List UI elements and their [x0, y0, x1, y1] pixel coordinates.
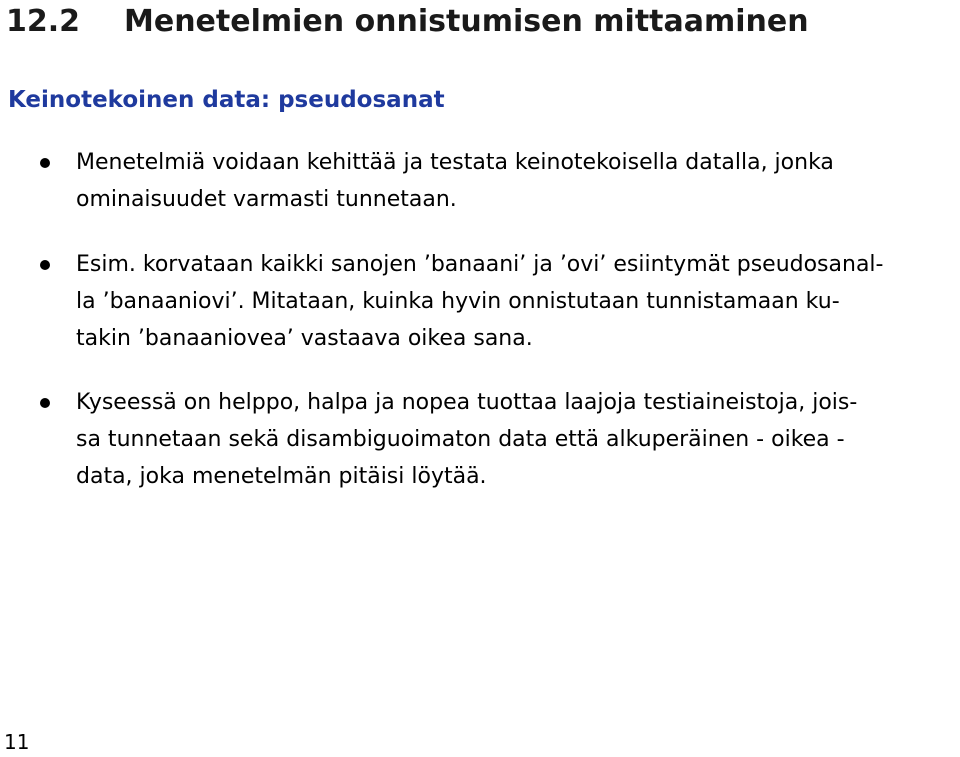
bullet-line: Menetelmiä voidaan kehittää ja testata keinotekoisella datalla, jonka: [76, 150, 834, 175]
bullet-line: la ’banaaniovi’. Mitataan, kuinka hyvin onnistutaan tunnistamaan ku-: [76, 289, 840, 314]
subheading: Keinotekoinen data: pseudosanat: [8, 87, 445, 113]
bullet-line: ominaisuudet varmasti tunnetaan.: [76, 187, 457, 212]
bullet-line: Esim. korvataan kaikki sanojen ’banaani’ ja ’ovi’ esiintymät pseudosanal-: [76, 252, 884, 277]
section-number: 12.2: [6, 4, 81, 39]
bullet-dot-icon: [40, 260, 50, 270]
bullet-line: sa tunnetaan sekä disambiguoimaton data että alkuperäinen - oikea -: [76, 427, 845, 452]
bullet-text: [76, 246, 946, 357]
bullet-line: Kyseessä on helppo, halpa ja nopea tuottaa laajoja testiaineistoja, jois-: [76, 390, 858, 415]
bullet-text: [76, 384, 946, 495]
bullet-dot-icon: [40, 158, 50, 168]
bullet-dot-icon: [40, 398, 50, 408]
page-title: [6, 0, 809, 44]
page-number: 11: [4, 730, 30, 754]
section-title: Menetelmien onnistumisen mittaaminen: [124, 4, 809, 39]
bullet-line: data, joka menetelmän pitäisi löytää.: [76, 464, 487, 489]
bullet-line: takin ’banaaniovea’ vastaava oikea sana.: [76, 326, 533, 351]
bullet-text: [76, 144, 946, 218]
